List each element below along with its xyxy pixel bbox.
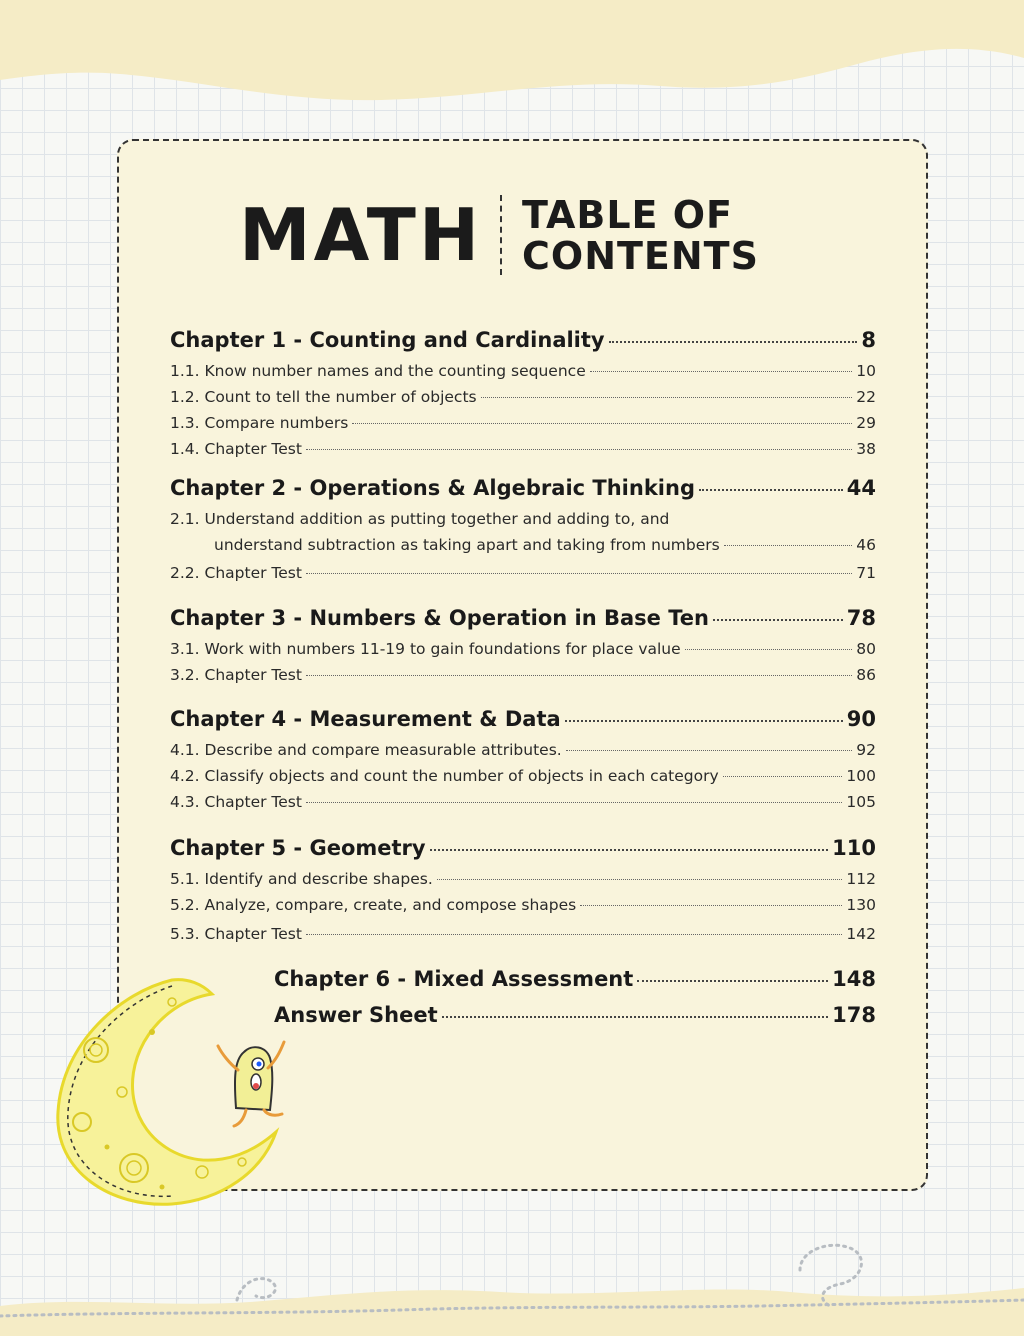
toc-item-3-1[interactable] [170,640,876,658]
toc-item-3-2[interactable] [170,666,876,684]
leader-dots [685,649,853,650]
item-label: 1.2. Count to tell the number of objects [170,388,477,406]
page-number: 44 [846,476,876,500]
page-number: 29 [856,414,876,432]
leader-dots [637,980,828,982]
leader-dots [352,423,852,424]
toc-item-1-3[interactable] [170,414,876,432]
toc-item-1-4[interactable] [170,440,876,458]
item-label: 3.2. Chapter Test [170,666,302,684]
item-label: 4.3. Chapter Test [170,793,302,811]
leader-dots [430,849,829,851]
page-number: 38 [856,440,876,458]
toc-chapter-5[interactable] [170,836,876,860]
top-decorative-band [0,0,1024,110]
item-label: 4.2. Classify objects and count the number of objects in each category [170,767,719,785]
toc-answer-sheet[interactable] [274,1003,876,1027]
toc-item-2-1-line1[interactable]: 2.1. Understand addition as putting together and adding to, and [170,510,670,528]
chapter-title: Answer Sheet [274,1003,438,1027]
page-number: 130 [846,896,876,914]
item-label: 5.2. Analyze, compare, create, and compose shapes [170,896,577,914]
leader-dots [565,720,843,722]
toc-item-5-3[interactable] [170,925,876,943]
page-number: 110 [832,836,876,860]
title-toc-line1: TABLE OF [522,193,734,237]
toc-item-1-1[interactable] [170,362,876,380]
leader-dots [437,879,843,880]
toc-item-1-2[interactable] [170,388,876,406]
item-label: 5.1. Identify and describe shapes. [170,870,433,888]
leader-dots [442,1016,829,1018]
leader-dots [724,545,853,546]
leader-dots [580,905,842,906]
page-number: 10 [856,362,876,380]
page-number: 78 [846,606,876,630]
item-label: 1.3. Compare numbers [170,414,349,432]
toc-item-5-2[interactable] [170,896,876,914]
item-label: 4.1. Describe and compare measurable attributes. [170,741,562,759]
page-number: 71 [856,564,876,582]
chapter-title: Chapter 4 - Measurement & Data [170,707,561,731]
leader-dots [723,776,843,777]
item-label: 1.4. Chapter Test [170,440,302,458]
item-label: 5.3. Chapter Test [170,925,302,943]
toc-item-4-1[interactable] [170,741,876,759]
toc-chapter-4[interactable] [170,707,876,731]
item-label: understand subtraction as taking apart and taking from numbers [214,536,720,554]
page-number: 178 [832,1003,876,1027]
chapter-title: Chapter 5 - Geometry [170,836,426,860]
monster-character-illustration [210,1030,300,1130]
toc-item-2-2[interactable] [170,564,876,582]
leader-dots [713,619,843,621]
page-number: 100 [846,767,876,785]
toc-chapter-1[interactable] [170,328,876,352]
leader-dots [306,573,852,574]
leader-dots [609,341,858,343]
leader-dots [306,802,842,803]
title-toc-line2: CONTENTS [522,234,759,278]
chapter-title: Chapter 1 - Counting and Cardinality [170,328,605,352]
toc-chapter-3[interactable] [170,606,876,630]
leader-dots [306,934,842,935]
item-label: 2.2. Chapter Test [170,564,302,582]
chapter-title: Chapter 6 - Mixed Assessment [274,967,634,991]
chapter-title: Chapter 3 - Numbers & Operation in Base Ten [170,606,709,630]
page-number: 86 [856,666,876,684]
item-label: 1.1. Know number names and the counting sequence [170,362,586,380]
leader-dots [590,371,853,372]
page-number: 92 [856,741,876,759]
leader-dots [306,675,852,676]
leader-dots [306,449,852,450]
toc-item-4-3[interactable] [170,793,876,811]
leader-dots [699,489,843,491]
toc-item-4-2[interactable] [170,767,876,785]
toc-item-2-1[interactable] [214,536,876,554]
page-number: 148 [832,967,876,991]
toc-chapter-2[interactable] [170,476,876,500]
leader-dots [566,750,853,751]
page-number: 90 [846,707,876,731]
item-label: 3.1. Work with numbers 11-19 to gain foundations for place value [170,640,681,658]
page-number: 112 [846,870,876,888]
title-subject: MATH [239,193,483,277]
toc-item-5-1[interactable] [170,870,876,888]
page-number: 22 [856,388,876,406]
page-number: 46 [856,536,876,554]
page-number: 80 [856,640,876,658]
page-number: 8 [861,328,876,352]
chapter-title: Chapter 2 - Operations & Algebraic Thinking [170,476,695,500]
toc-chapter-6[interactable] [274,967,876,991]
dotted-loop-decoration [790,1240,880,1310]
leader-dots [481,397,853,398]
dotted-swirl-decoration [232,1270,292,1310]
page-number: 105 [846,793,876,811]
page-number: 142 [846,925,876,943]
